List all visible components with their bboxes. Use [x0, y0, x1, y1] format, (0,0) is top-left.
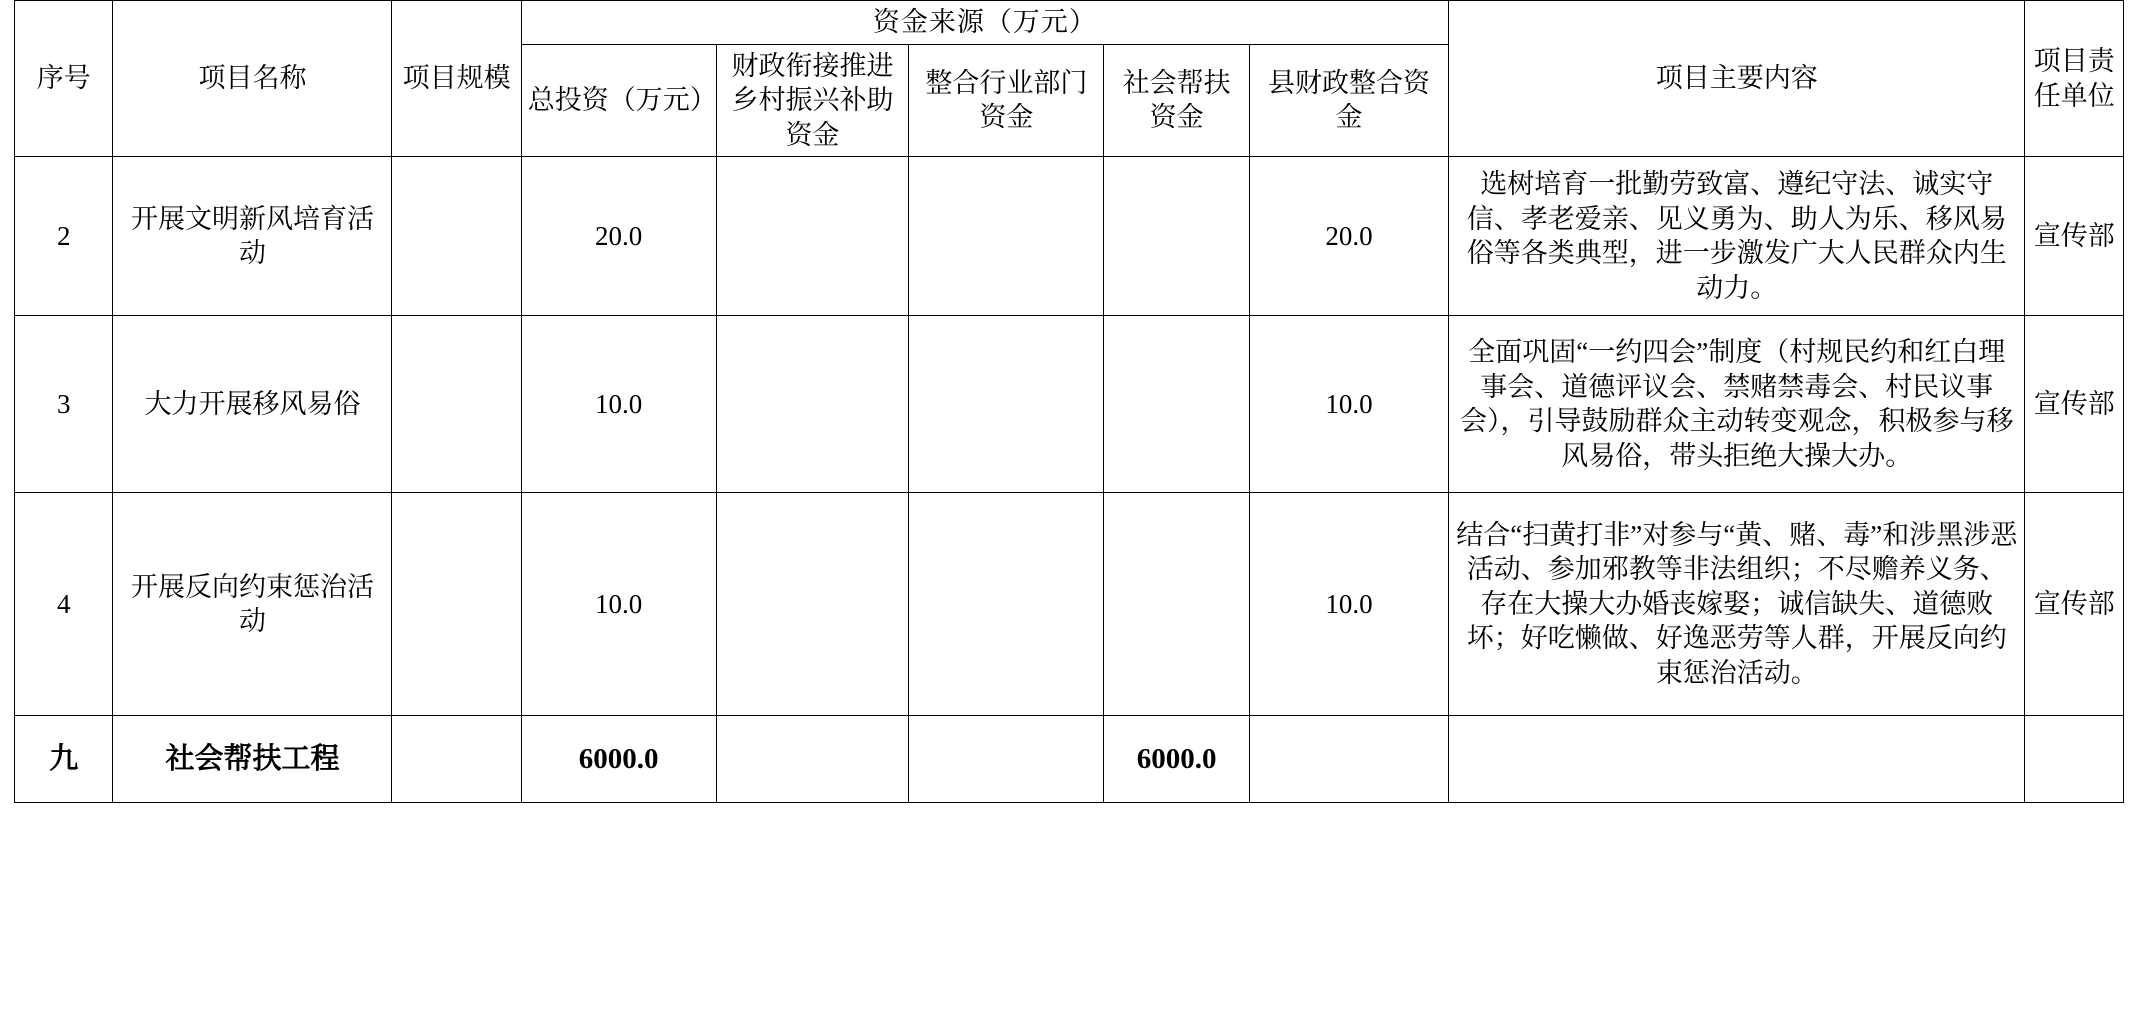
- header-project-content: 项目主要内容: [1449, 1, 2025, 157]
- fund-allocation-table: [14, 0, 2124, 803]
- cell-project-scale: [392, 493, 521, 716]
- cell-county-finance-fund: 10.0: [1249, 316, 1448, 493]
- cell-project-scale: [392, 316, 521, 493]
- cell-department-fund: [909, 316, 1104, 493]
- cell-link-subsidy: [716, 316, 909, 493]
- cell-total-investment: 10.0: [521, 316, 716, 493]
- cell-responsible-unit: 宣传部: [2025, 157, 2124, 316]
- cell-total-investment: 10.0: [521, 493, 716, 716]
- cell-project-content: 选树培育一批勤劳致富、遵纪守法、诚实守信、孝老爱亲、见义勇为、助人为乐、移风易俗等各类典型，进一步激发广大人民群众内生动力。: [1449, 157, 2025, 316]
- cell-project-name: 开展文明新风培育活动: [113, 157, 392, 316]
- cell-project-name: 社会帮扶工程: [113, 716, 392, 803]
- cell-project-name: 开展反向约束惩治活动: [113, 493, 392, 716]
- header-seq: 序号: [15, 1, 113, 157]
- cell-social-assistance-fund: [1104, 157, 1250, 316]
- header-responsible-unit: 项目责任单位: [2025, 1, 2124, 157]
- cell-social-assistance-fund: [1104, 493, 1250, 716]
- header-total-investment: 总投资（万元）: [521, 44, 716, 157]
- cell-project-name: 大力开展移风易俗: [113, 316, 392, 493]
- header-project-name: 项目名称: [113, 1, 392, 157]
- cell-department-fund: [909, 716, 1104, 803]
- table-row-total: [15, 716, 2124, 803]
- table-body: [15, 157, 2124, 803]
- header-fund-source-group: 资金来源（万元）: [521, 1, 1448, 45]
- cell-county-finance-fund: 20.0: [1249, 157, 1448, 316]
- table-row: [15, 157, 2124, 316]
- cell-link-subsidy: [716, 493, 909, 716]
- cell-project-content: [1449, 716, 2025, 803]
- header-project-scale: 项目规模: [392, 1, 521, 157]
- header-department-fund: 整合行业部门资金: [909, 44, 1104, 157]
- table-row: [15, 316, 2124, 493]
- cell-project-scale: [392, 157, 521, 316]
- cell-total-investment: 6000.0: [521, 716, 716, 803]
- cell-responsible-unit: 宣传部: [2025, 316, 2124, 493]
- header-county-finance-fund: 县财政整合资金: [1249, 44, 1448, 157]
- header-link-subsidy-fund: 财政衔接推进乡村振兴补助资金: [716, 44, 909, 157]
- cell-responsible-unit: 宣传部: [2025, 493, 2124, 716]
- cell-project-content: 结合“扫黄打非”对参与“黄、赌、毒”和涉黑涉恶活动、参加邪教等非法组织；不尽赡养义务、存在大操大办婚丧嫁娶；诚信缺失、道德败坏；好吃懒做、好逸恶劳等人群，开展反向约束惩治活动。: [1449, 493, 2025, 716]
- header-social-assistance-fund: 社会帮扶资金: [1104, 44, 1250, 157]
- cell-department-fund: [909, 157, 1104, 316]
- cell-seq: 2: [15, 157, 113, 316]
- cell-social-assistance-fund: [1104, 316, 1250, 493]
- cell-seq: 3: [15, 316, 113, 493]
- cell-county-finance-fund: 10.0: [1249, 493, 1448, 716]
- cell-seq: 4: [15, 493, 113, 716]
- table-header: [15, 1, 2124, 157]
- cell-link-subsidy: [716, 157, 909, 316]
- cell-department-fund: [909, 493, 1104, 716]
- cell-total-investment: 20.0: [521, 157, 716, 316]
- table-row: [15, 493, 2124, 716]
- cell-county-finance-fund: [1249, 716, 1448, 803]
- cell-seq: 九: [15, 716, 113, 803]
- header-row-group: [15, 1, 2124, 45]
- cell-link-subsidy: [716, 716, 909, 803]
- cell-project-content: 全面巩固“一约四会”制度（村规民约和红白理事会、道德评议会、禁赌禁毒会、村民议事会），引导鼓励群众主动转变观念，积极参与移风易俗，带头拒绝大操大办。: [1449, 316, 2025, 493]
- cell-responsible-unit: [2025, 716, 2124, 803]
- cell-social-assistance-fund: 6000.0: [1104, 716, 1250, 803]
- cell-project-scale: [392, 716, 521, 803]
